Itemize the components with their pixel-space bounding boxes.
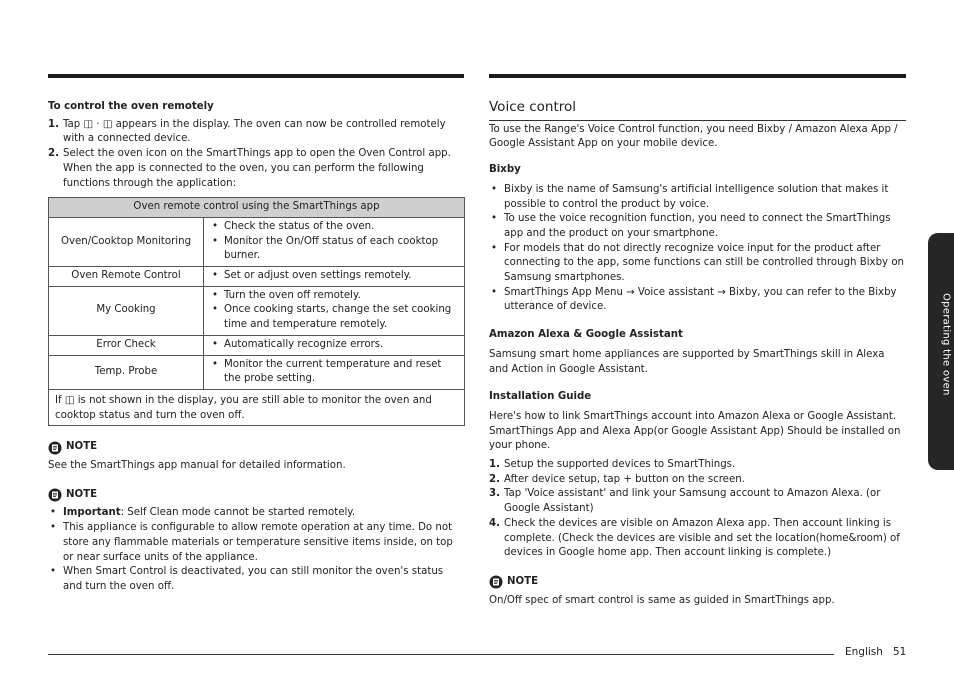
list-item: • To use the voice recognition function, you need to connect the SmartThings app and the product on your smartphone. — [489, 212, 906, 241]
table-header: Oven remote control using the SmartThings app — [49, 198, 465, 218]
alexa-heading: Amazon Alexa & Google Assistant — [489, 329, 683, 341]
footer-rule — [48, 654, 834, 655]
step-item: 3. Tap 'Voice assistant' and link your Samsung account to Amazon Alexa. (or Google Assistant) — [489, 488, 881, 515]
remote-functions-table — [48, 197, 465, 426]
list-item: • When Smart Control is deactivated, you can still monitor the oven's status and turn the oven off. — [48, 565, 464, 594]
table-row: Oven Remote Control • Set or adjust oven settings remotely. — [49, 267, 465, 287]
list-item: • For models that do not directly recognize voice input for the product after connecting to the app, some functions can still be controlled through Bixby on Samsung smartphones. — [489, 242, 906, 286]
section-title: Voice control — [489, 100, 906, 121]
step-item: 2. Select the oven icon on the SmartThings app to open the Oven Control app. When the app is connected to the oven, you can perform the following functions through the application: — [48, 148, 451, 189]
footer-language: English — [845, 646, 883, 658]
left-top-rule — [48, 74, 464, 78]
note-heading: NOTE — [489, 575, 906, 590]
side-tab-label: Operating the oven — [940, 293, 952, 396]
note-heading: NOTE — [48, 488, 464, 503]
section-side-tab — [928, 233, 954, 470]
intro-text: To use the Range's Voice Control function, you need Bixby / Amazon Alexa App / Google Assistant App on your mobile device. — [489, 123, 898, 150]
list-item: • Bixby is the name of Samsung's artificial intelligence solution that makes it possible to control the product by voice. — [489, 183, 906, 212]
note-heading: NOTE — [48, 440, 464, 455]
bixby-heading: Bixby — [489, 164, 521, 176]
note-icon — [48, 488, 62, 502]
table-row: Error Check • Automatically recognize errors. — [49, 335, 465, 355]
remote-control-heading: To control the oven remotely — [48, 101, 214, 112]
step-item: 2. After device setup, tap + button on the screen. — [489, 473, 745, 485]
remote-steps — [48, 118, 464, 192]
note-icon — [48, 441, 62, 455]
note-text: On/Off spec of smart control is same as guided in SmartThings app. — [489, 594, 835, 606]
table-row: My Cooking • Turn the oven off remotely. • Once cooking starts, change the set cooking time and temperature remotely. — [49, 286, 465, 335]
list-item: • Important: Self Clean mode cannot be started remotely. — [48, 506, 464, 521]
list-item: • SmartThings App Menu → Voice assistant → Bixby, you can refer to the Bixby utterance of device. — [489, 286, 906, 315]
install-heading: Installation Guide — [489, 391, 592, 403]
step-item: 1. Tap ◫ · ◫ appears in the display. The oven can now be controlled remotely with a connected device. — [48, 118, 446, 145]
bixby-list — [489, 183, 906, 315]
step-item: 1. Setup the supported devices to SmartThings. — [489, 459, 736, 471]
install-steps — [489, 458, 906, 561]
list-item: • This appliance is configurable to allow remote operation at any time. Do not store any flammable materials or temperature sensitive items inside, on top or near surface units of the appliance. — [48, 521, 464, 565]
note-list — [48, 506, 464, 594]
right-top-rule — [489, 74, 906, 78]
alexa-text: Samsung smart home appliances are supported by SmartThings skill in Alexa and Action in Google Assistant. — [489, 348, 885, 375]
page-number: 51 — [892, 646, 907, 658]
table-row: Temp. Probe • Monitor the current temperature and reset the probe setting. — [49, 355, 465, 389]
right-column — [489, 74, 906, 608]
step-item: 4. Check the devices are visible on Amazon Alexa app. Then account linking is complete. (Check the devices are visible and set the location(home&room) of devices in Google home app. Then account linking is complete.) — [489, 517, 900, 559]
page-footer — [845, 645, 906, 660]
left-column — [48, 74, 464, 595]
table-footer-row: If ◫ is not shown in the display, you are still able to monitor the oven and cooktop status and turn the oven off. — [49, 389, 465, 425]
note-text: See the SmartThings app manual for detailed information. — [48, 460, 346, 472]
note-icon — [489, 575, 503, 589]
table-row: Oven/Cooktop Monitoring • Check the status of the oven. • Monitor the On/Off status of each cooktop burner. — [49, 217, 465, 266]
install-text: Here's how to link SmartThings account into Amazon Alexa or Google Assistant. SmartThings App and Alexa App(or Google Assistant App) Should be installed on your phone. — [489, 410, 901, 452]
